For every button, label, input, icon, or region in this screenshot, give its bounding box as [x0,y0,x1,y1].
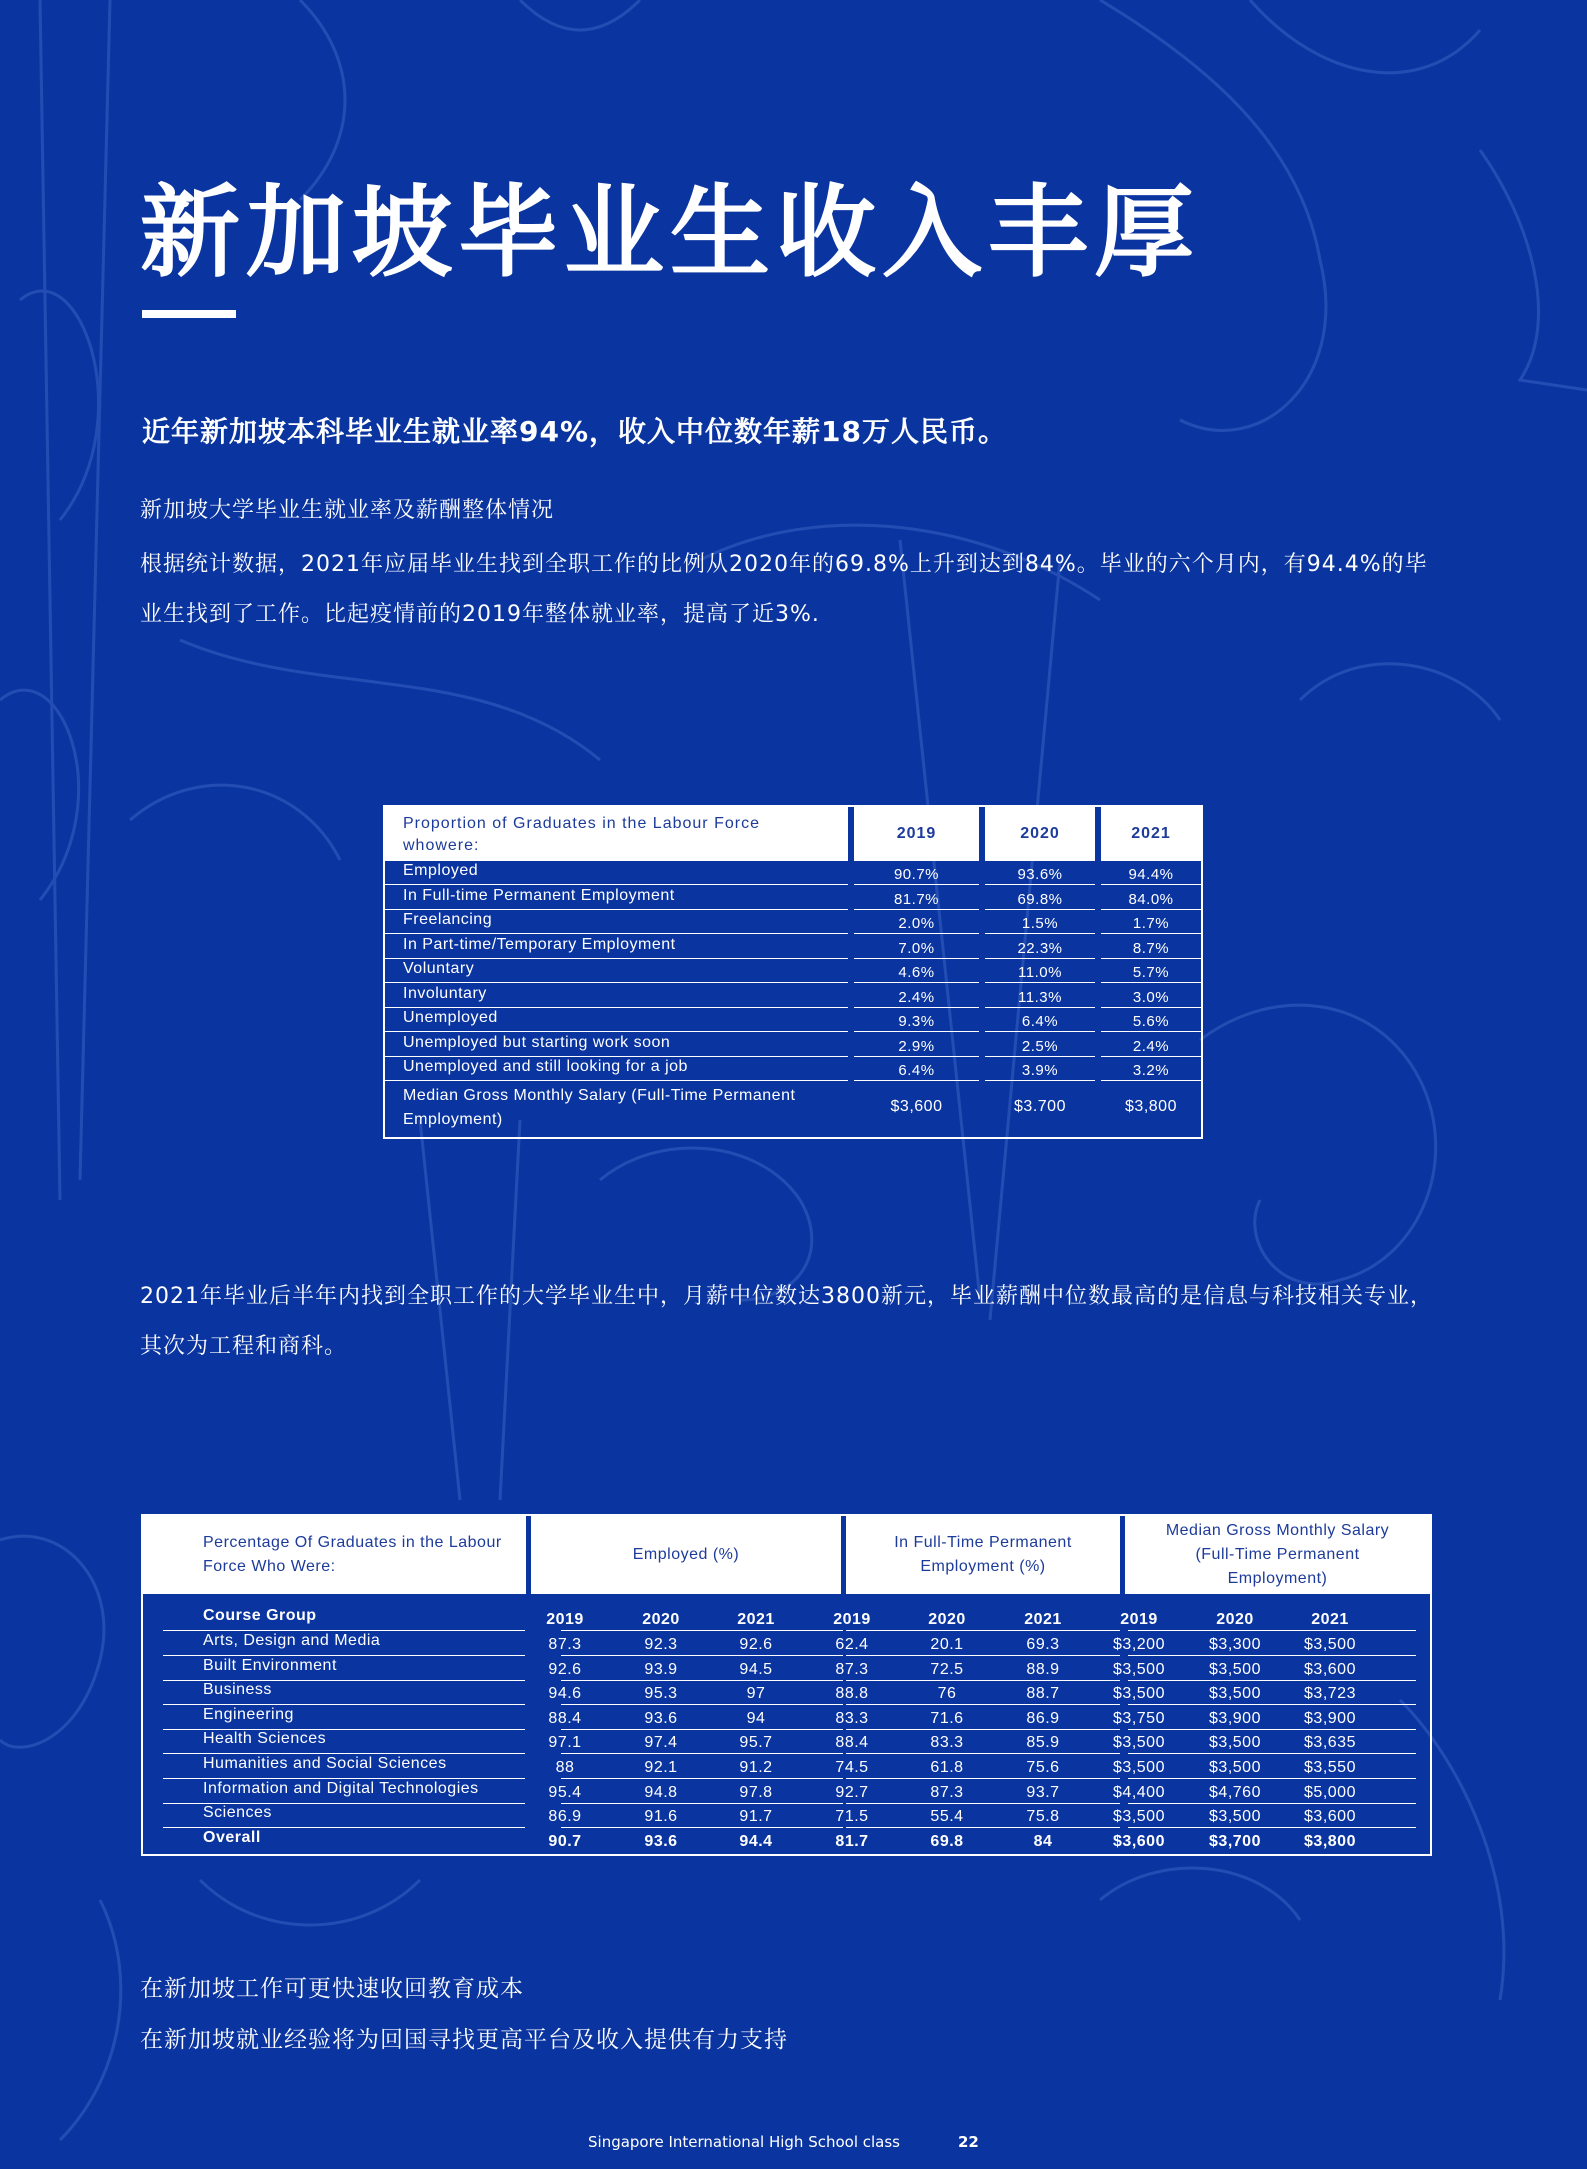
cell-value: 86.9 [548,1808,582,1826]
section-subheading: 新加坡大学毕业生就业率及薪酬整体情况 [140,498,555,523]
cell-value: 97.1 [548,1734,582,1752]
table-row [143,1730,1430,1754]
table-row [385,1057,1201,1081]
table-row [143,1681,1430,1705]
title-underline [142,310,236,318]
footer-text: Singapore International High School class [588,2133,900,2151]
course-group-label: Course Group [203,1607,317,1624]
cell-value: 90.7 [548,1832,582,1850]
cell-value: 3.2% [1132,1062,1170,1079]
cell-value: 1.7% [1132,915,1170,932]
row-rule [561,1630,843,1631]
cell-value: 92.6 [548,1660,582,1678]
cell-value: $3,900 [1209,1709,1261,1727]
cell-value: 84 [1033,1832,1053,1850]
cell-value: 86.9 [1026,1709,1060,1727]
cell-value: 88.7 [1026,1685,1060,1703]
cell-value: 11.0% [1018,964,1062,981]
cell-value: $3,500 [1209,1808,1261,1826]
cell-value: 69.8% [1017,890,1063,908]
cell-value: 92.7 [835,1783,869,1801]
cell-value: 71.6 [930,1709,964,1727]
cell-value: $3,900 [1304,1709,1356,1727]
cell-value: $3,500 [1304,1636,1356,1653]
row-label: Voluntary [403,960,475,977]
course-label: Health Sciences [203,1730,327,1748]
cell-value: 92.6 [739,1636,773,1653]
cell-value: 91.2 [739,1759,773,1776]
cell-value: 95.4 [548,1783,582,1801]
headline: 近年新加坡本科毕业生就业率94%，收入中位数年薪18万人民币。 [142,415,1007,448]
cell-value: $3,500 [1209,1734,1261,1752]
cell-value: 6.4% [1021,1013,1059,1030]
table-row [143,1657,1430,1681]
cell-value: 72.5 [930,1660,964,1678]
cell-value: $3,500 [1209,1685,1261,1703]
cell-value: 87.3 [930,1783,964,1801]
table-row [385,984,1201,1008]
cell-value: 1.5% [1021,915,1059,932]
cell-value: $4,400 [1113,1783,1165,1801]
row-label: Employed [403,862,479,879]
cell-value: 84.0% [1128,890,1174,908]
table-row [385,1008,1201,1032]
cell-value: $3,300 [1209,1636,1261,1653]
cell-value: 3.9% [1021,1062,1059,1079]
cell-value: 88.4 [835,1734,869,1752]
year-header: 2020 [985,807,1095,861]
cell-value: $3,600 [1113,1832,1165,1850]
table-row [385,910,1201,934]
cell-value: $3,700 [1209,1832,1261,1850]
year-header: 2020 [1216,1611,1254,1628]
cell-value: 87.3 [548,1636,582,1653]
cell-value: 91.6 [644,1808,678,1826]
cell-value: 85.9 [1026,1734,1060,1752]
cell-value: 95.3 [644,1685,678,1703]
cell-value: 81.7 [835,1832,869,1850]
year-header: 2019 [854,807,979,861]
cell-value: $3,723 [1304,1685,1356,1703]
cell-value: 97.4 [644,1734,678,1752]
row-rule [163,1630,525,1631]
page-title: 新加坡毕业生收入丰厚 [140,174,1200,291]
cell-value: 4.6% [898,964,935,981]
cell-value: $3,800 [1304,1832,1356,1850]
salary-paragraph: 2021年毕业后半年内找到全职工作的大学毕业生中，月薪中位数达3800新元，毕业薪酬中位数最高的是信息与科技相关专业，其次为工程和商科。 [140,1284,1433,1359]
row-label: In Full-time Permanent Employment [403,886,675,904]
cell-value: 2.4% [898,988,935,1006]
cell-value: 74.5 [835,1759,869,1776]
cell-value: 69.8 [930,1832,964,1850]
employment-paragraph: 根据统计数据，2021年应届毕业生找到全职工作的比例从2020年的69.8%上升到达到84%。毕业的六个月内，有94.4%的毕业生找到了工作。比起疫情前的2019年整体就业率，提高了近3%. [140,552,1428,627]
course-label: Business [203,1681,272,1699]
table-row [385,1033,1201,1057]
cell-value: $3,600 [1304,1660,1356,1678]
cell-value: $3,800 [1125,1097,1177,1115]
course-label: Humanities and Social Sciences [203,1755,447,1772]
cell-value: $3,500 [1209,1759,1261,1776]
table-row [143,1706,1430,1730]
cell-value: $3.700 [1014,1097,1066,1115]
cell-value: 5.6% [1132,1013,1170,1030]
year-header-row [143,1607,1430,1631]
cell-value: $3,200 [1113,1636,1165,1653]
year-header: 2021 [737,1611,775,1628]
course-group-table [141,1514,1432,1856]
cell-value: $3,600 [1304,1808,1356,1826]
cell-value: 93.6 [644,1832,678,1850]
cell-value: 75.8 [1026,1808,1060,1826]
cell-value: 88.8 [835,1685,869,1703]
cell-value: 2.5% [1021,1037,1059,1055]
cell-value: 94.8 [644,1783,678,1801]
cell-value: 69.3 [1026,1636,1060,1653]
course-label: Information and Digital Technologies [203,1779,479,1797]
cell-value: $3,500 [1113,1685,1165,1703]
cell-value: $5,000 [1304,1783,1356,1801]
row-rule [1128,1630,1416,1631]
course-label: Engineering [203,1705,294,1723]
year-header: 2019 [1120,1611,1158,1628]
cell-value: 93.9 [644,1660,678,1678]
cell-value: $3,600 [890,1097,943,1115]
cell-value: $3,635 [1304,1734,1356,1752]
cell-value: $3,500 [1209,1660,1261,1678]
cell-value: 9.3% [898,1013,935,1030]
cell-value: 88.4 [548,1709,582,1727]
employment-table-header [385,807,848,861]
employed-group-header: Employed (%) [531,1516,841,1594]
cell-value: 81.7% [893,890,940,908]
cell-value: 2.4% [1132,1037,1170,1055]
row-label: In Part-time/Temporary Employment [403,935,676,953]
cell-value: 93.7 [1026,1783,1060,1801]
cell-value: 88.9 [1026,1660,1060,1678]
cell-value: 92.1 [644,1759,678,1776]
cell-value: 71.5 [835,1808,869,1826]
cell-value: 91.7 [739,1808,773,1826]
row-label: Median Gross Monthly Salary (Full-Time Permanent Employment) [403,1086,796,1128]
cell-value: 88 [555,1759,575,1776]
table-row [385,1082,1201,1134]
fulltime-group-header: In Full-Time Permanent Employment (%) [846,1516,1120,1594]
row-label: Freelancing [403,911,493,928]
cell-value: 97 [746,1685,766,1703]
salary-group-header: Median Gross Monthly Salary (Full-Time Permanent Employment) [1125,1516,1430,1594]
cell-value: 94.5 [739,1660,773,1678]
year-header: 2019 [833,1611,871,1628]
cell-value: 90.7% [893,866,940,883]
cell-value: 3.0% [1132,988,1170,1006]
table-row [143,1829,1430,1853]
year-header: 2020 [928,1611,966,1628]
year-header: 2020 [642,1611,680,1628]
year-header: 2021 [1101,807,1201,861]
cell-value: $3,750 [1113,1709,1165,1727]
course-label: Sciences [203,1804,272,1822]
cell-value: $3,500 [1113,1808,1165,1826]
cell-value: $3,500 [1113,1660,1165,1678]
cell-value: 22.3% [1017,939,1063,957]
cell-value: 75.6 [1026,1759,1060,1776]
cell-value: 6.4% [898,1062,935,1079]
cell-value: 97.8 [739,1783,773,1801]
cell-value: 94 [746,1709,766,1727]
table-row [385,886,1201,910]
cell-value: 83.3 [835,1709,869,1727]
cell-value: $4,760 [1209,1783,1261,1801]
course-table-header-label: Percentage Of Graduates in the Labour Force Who Were: [143,1516,526,1594]
cell-value: 11.3% [1018,988,1062,1006]
cell-value: $3,500 [1113,1734,1165,1752]
cell-value: 61.8 [930,1759,964,1776]
cell-value: 83.3 [930,1734,964,1752]
cell-value: 7.0% [898,939,935,957]
course-label: Built Environment [203,1656,337,1674]
table-row [143,1632,1430,1656]
cell-value: 95.7 [739,1734,773,1752]
employment-table-header-label: Proportion of Graduates in the Labour Force whowere: [403,815,760,854]
cell-value: 93.6% [1017,866,1063,883]
cell-value: 5.7% [1132,964,1170,981]
cell-value: 62.4 [835,1636,869,1653]
row-label: Unemployed [403,1009,498,1026]
closing-line: 在新加坡工作可更快速收回教育成本 [140,1976,524,2002]
employment-table [383,805,1203,1139]
course-label: Arts, Design and Media [203,1632,381,1649]
cell-value: 92.3 [644,1636,678,1653]
year-header: 2021 [1024,1611,1062,1628]
table-row [143,1804,1430,1828]
cell-value: $3,500 [1113,1759,1165,1776]
cell-value: 2.9% [898,1037,935,1055]
cell-value: 20.1 [930,1636,964,1653]
closing-line: 在新加坡就业经验将为回国寻找更高平台及收入提供有力支持 [140,2027,788,2053]
cell-value: $3,550 [1304,1759,1356,1776]
table-row [143,1755,1430,1779]
cell-value: 76 [937,1685,957,1703]
year-header: 2021 [1311,1611,1349,1628]
cell-value: 8.7% [1132,939,1170,957]
cell-value: 94.6 [548,1685,582,1703]
row-label: Unemployed but starting work soon [403,1033,671,1051]
table-row [143,1780,1430,1804]
table-row [385,935,1201,959]
cell-value: 94.4 [739,1832,773,1850]
cell-value: 94.4% [1128,866,1174,883]
page-number: 22 [958,2133,979,2151]
table-row [385,959,1201,983]
row-label: Involuntary [403,984,487,1002]
cell-value: 55.4 [930,1808,964,1826]
cell-value: 93.6 [644,1709,678,1727]
year-header: 2019 [546,1611,584,1628]
row-rule [846,1630,1120,1631]
row-label: Unemployed and still looking for a job [403,1058,688,1075]
cell-value: 2.0% [898,915,935,932]
course-label: Overall [203,1828,261,1846]
cell-value: 87.3 [835,1660,869,1678]
table-row [385,861,1201,885]
